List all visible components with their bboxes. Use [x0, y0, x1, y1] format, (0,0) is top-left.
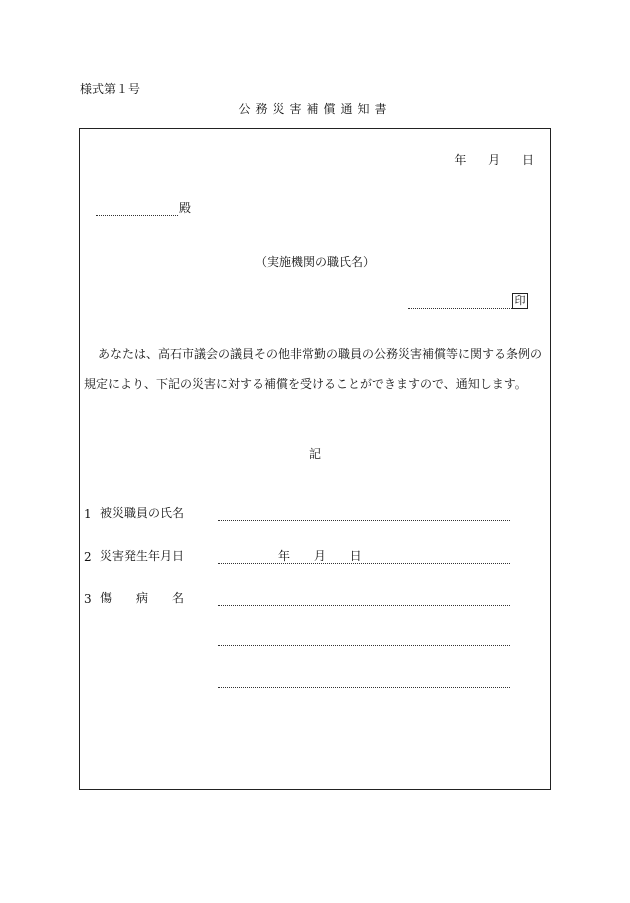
- item-incident-date: [84, 547, 510, 564]
- item-label: 被災職員の氏名: [100, 506, 185, 520]
- seal-mark: 印: [512, 293, 528, 309]
- item-label: 災害発生年月日: [100, 549, 185, 563]
- injury-name-field: [218, 592, 510, 606]
- injury-name-extra-line: [218, 686, 510, 688]
- item-label: 傷 病 名: [100, 591, 185, 605]
- item-number: 3: [84, 592, 92, 606]
- issuer-blank: [408, 296, 512, 309]
- form-frame: [79, 128, 551, 790]
- document-title: 公務災害補償通知書: [238, 102, 392, 116]
- item-injury-name: [84, 589, 510, 606]
- incident-date-field: [218, 550, 510, 564]
- item-value: 年 月 日: [278, 549, 362, 563]
- issue-date: 年 月 日: [454, 153, 534, 167]
- ki-heading: 記: [308, 447, 321, 461]
- addressee-suffix: 殿: [179, 201, 192, 215]
- issuer-label: （実施機関の職氏名）: [254, 255, 375, 269]
- victim-name-field: [218, 507, 510, 521]
- issuer-signature-line: [408, 293, 528, 309]
- notice-body: あなたは、高石市議会の議員その他非常勤の職員の公務災害補償等に関する条例の規定により、下記の災害に対する補償を受けることができますので、通知します。: [84, 347, 543, 391]
- form-number: 様式第１号: [80, 82, 141, 96]
- addressee-blank: [96, 203, 178, 216]
- addressee-line: [96, 199, 191, 216]
- item-victim-name: [84, 504, 510, 521]
- item-number: 2: [84, 550, 92, 564]
- injury-name-extra-line: [218, 644, 510, 646]
- item-number: 1: [84, 507, 92, 521]
